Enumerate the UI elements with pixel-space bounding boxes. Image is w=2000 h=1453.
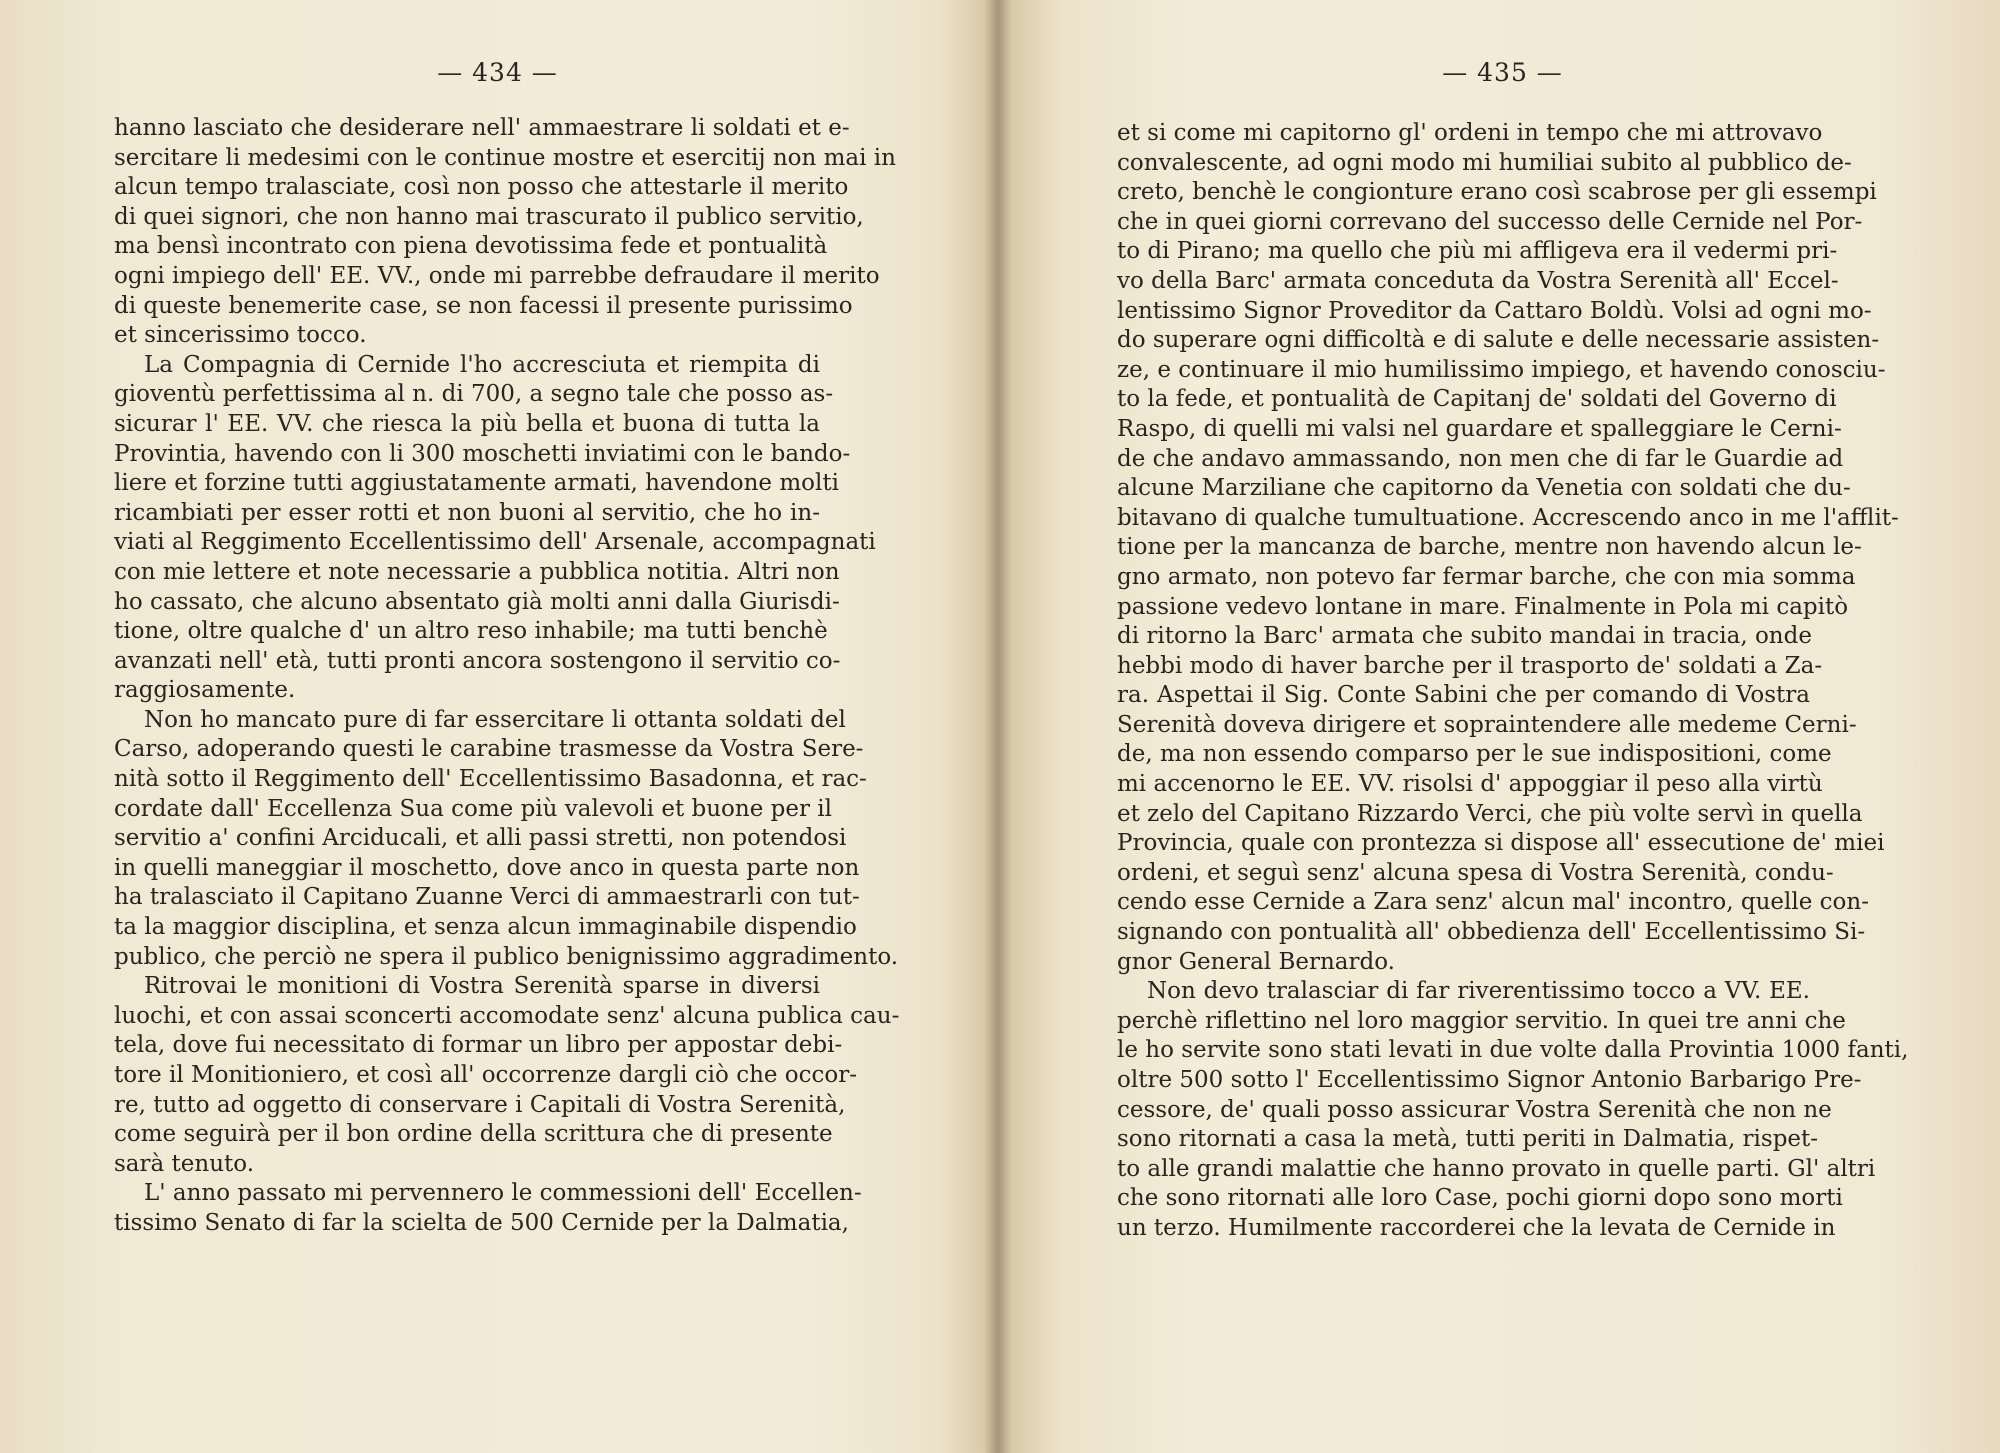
- text-line: re, tutto ad oggetto di conservare i Capitali di Vostra Serenità,: [114, 1091, 846, 1118]
- text-line: publico, che perciò ne spera il publico benignissimo aggradimento.: [114, 943, 899, 970]
- text-line: hebbi modo di haver barche per il trasporto de' soldati a Za-: [1117, 652, 1823, 679]
- left-page-text: [114, 114, 900, 1239]
- text-line: do superare ogni difficoltà e di salute e delle necessarie assisten-: [1117, 327, 1880, 354]
- text-line: alcune Marziliane che capitorno da Venetia con soldati che du-: [1117, 475, 1851, 502]
- text-line: gno armato, non potevo far fermar barche, che con mia somma: [1117, 563, 1856, 590]
- text-line: ogni impiego dell' EE. VV., onde mi parrebbe defraudare il merito: [114, 262, 880, 289]
- text-line: cordate dall' Eccellenza Sua come più valevoli et buone per il: [114, 795, 832, 822]
- text-line: viati al Reggimento Eccellentissimo dell' Arsenale, accompagnati: [114, 529, 876, 556]
- text-line: un terzo. Humilmente raccorderei che la levata de Cernide in: [1117, 1214, 1836, 1241]
- text-line: ordeni, et seguì senz' alcuna spesa di Vostra Serenità, condu-: [1117, 859, 1834, 886]
- text-line: to la fede, et pontualità de Capitanj de' soldati del Governo di: [1117, 386, 1837, 413]
- text-line: che in quei giorni correvano del successo delle Cernide nel Por-: [1117, 208, 1863, 235]
- text-line: to di Pirano; ma quello che più mi affligeva era il vedermi pri-: [1117, 238, 1838, 265]
- text-line: ze, e continuare il mio humilissimo impiego, et havendo conosciu-: [1117, 356, 1886, 383]
- text-line: tione, oltre qualche d' un altro reso inhabile; ma tutti benchè: [114, 618, 828, 645]
- page-number-right: — 435 —: [1442, 58, 1563, 87]
- text-line: ha tralasciato il Capitano Zuanne Verci di ammaestrarli con tut-: [114, 884, 860, 911]
- text-line: sono ritornati a casa la metà, tutti periti in Dalmatia, rispet-: [1117, 1126, 1819, 1153]
- text-line: Non devo tralasciar di far riverentissimo tocco a VV. EE.: [1147, 978, 1810, 1005]
- text-line: sercitare li medesimi con le continue mostre et esercitij non mai in: [114, 144, 896, 171]
- text-line: mi accenorno le EE. VV. risolsi d' appoggiar il peso alla virtù: [1117, 771, 1823, 798]
- text-line: di ritorno la Barc' armata che subito mandai in tracia, onde: [1117, 623, 1812, 650]
- text-line: L' anno passato mi pervennero le commessioni dell' Eccellen-: [144, 1180, 862, 1207]
- text-line: gnor General Bernardo.: [1117, 948, 1395, 975]
- text-line: et sincerissimo tocco.: [114, 322, 367, 349]
- right-page: [975, 0, 2000, 1453]
- text-line: ma bensì incontrato con piena devotissima fede et pontualità: [114, 233, 828, 260]
- text-line: raggiosamente.: [114, 677, 296, 704]
- text-line: tore il Monitioniero, et così all' occorrenze dargli ciò che occor-: [114, 1062, 858, 1088]
- text-line: Non ho mancato pure di far essercitare li ottanta soldati del: [144, 706, 846, 733]
- text-line: avanzati nell' età, tutti pronti ancora sostengono il servitio co-: [114, 647, 841, 674]
- text-line: La Compagnia di Cernide l'ho accresciuta et riempita di: [144, 351, 820, 378]
- text-line: come seguirà per il bon ordine della scrittura che di presente: [114, 1121, 833, 1148]
- text-line: de, ma non essendo comparso per le sue indispositioni, come: [1117, 741, 1832, 768]
- text-line: Provincia, quale con prontezza si dispose all' essecutione de' miei: [1117, 830, 1885, 857]
- text-line: Carso, adoperando questi le carabine trasmesse da Vostra Sere-: [114, 736, 864, 763]
- text-line: ricambiati per esser rotti et non buoni al servitio, che ho in-: [114, 499, 820, 526]
- text-line: bitavano di qualche tumultuatione. Accrescendo anco in me l'afflit-: [1117, 504, 1899, 531]
- text-line: vo della Barc' armata conceduta da Vostra Serenità all' Eccel-: [1117, 267, 1839, 294]
- text-line: signando con pontualità all' obbedienza dell' Eccellentissimo Si-: [1117, 919, 1866, 946]
- text-line: in quelli maneggiar il moschetto, dove anco in questa parte non: [114, 854, 860, 881]
- text-line: nità sotto il Reggimento dell' Eccellentissimo Basadonna, et rac-: [114, 766, 867, 793]
- text-line: di quei signori, che non hanno mai trascurato il publico servitio,: [114, 203, 864, 230]
- text-line: di queste benemerite case, se non facessi il presente purissimo: [114, 292, 853, 319]
- text-line: passione vedevo lontane in mare. Finalmente in Pola mi capitò: [1117, 593, 1849, 620]
- text-line: ra. Aspettai il Sig. Conte Sabini che per comando di Vostra: [1117, 682, 1810, 709]
- text-line: che sono ritornati alle loro Case, pochi giorni dopo sono morti: [1117, 1185, 1843, 1212]
- text-line: Provintia, havendo con li 300 moschetti inviatimi con le bando-: [114, 440, 851, 467]
- text-line: luochi, et con assai sconcerti accomodate senz' alcuna publica cau-: [114, 1002, 900, 1029]
- text-line: gioventù perfettissima al n. di 700, a segno tale che posso as-: [114, 381, 834, 408]
- text-line: le ho servite sono stati levati in due volte dalla Provintia 1000 fanti,: [1117, 1037, 1909, 1064]
- text-line: cessore, de' quali posso assicurar Vostra Serenità che non ne: [1117, 1096, 1832, 1123]
- text-line: perchè riflettino nel loro maggior servitio. In quei tre anni che: [1117, 1007, 1846, 1034]
- text-line: alcun tempo tralasciate, così non posso che attestarle il merito: [114, 174, 849, 201]
- text-line: de che andavo ammassando, non men che di far le Guardie ad: [1117, 445, 1844, 472]
- text-line: to alle grandi malattie che hanno provato in quelle parti. Gl' altri: [1117, 1155, 1876, 1182]
- text-line: tela, dove fui necessitato di formar un libro per appostar debi-: [114, 1032, 843, 1059]
- text-line: Serenità doveva dirigere et sopraintendere alle medeme Cerni-: [1117, 711, 1857, 738]
- text-line: oltre 500 sotto l' Eccellentissimo Signor Antonio Barbarigo Pre-: [1117, 1067, 1862, 1093]
- text-line: sicurar l' EE. VV. che riesca la più bella et buona di tutta la: [114, 410, 820, 437]
- text-line: servitio a' confini Arciducali, et alli passi stretti, non potendosi: [114, 825, 847, 852]
- text-line: con mie lettere et note necessarie a pubblica notitia. Altri non: [114, 558, 840, 585]
- text-line: ho cassato, che alcuno absentato già molti anni dalla Giurisdi-: [114, 588, 840, 615]
- text-line: cendo esse Cernide a Zara senz' alcun mal' incontro, quelle con-: [1117, 889, 1869, 916]
- text-line: tione per la mancanza de barche, mentre non havendo alcun le-: [1117, 534, 1862, 561]
- text-line: et zelo del Capitano Rizzardo Verci, che più volte servì in quella: [1117, 800, 1863, 827]
- text-line: hanno lasciato che desiderare nell' ammaestrare li soldati et e-: [114, 115, 850, 141]
- left-page: [0, 0, 975, 1453]
- right-page-text: [1117, 119, 1909, 1244]
- text-line: ta la maggior disciplina, et senza alcun immaginabile dispendio: [114, 914, 857, 941]
- text-line: tissimo Senato di far la scielta de 500 Cernide per la Dalmatia,: [114, 1209, 849, 1236]
- text-line: Ritrovai le monitioni di Vostra Serenità sparse in diversi: [144, 973, 820, 1000]
- text-line: liere et forzine tutti aggiustatamente armati, havendone molti: [114, 470, 839, 497]
- text-line: creto, benchè le congionture erano così scabrose per gli essempi: [1117, 179, 1877, 206]
- text-line: convalescente, ad ogni modo mi humiliai subito al pubblico de-: [1117, 149, 1852, 176]
- text-line: et si come mi capitorno gl' ordeni in tempo che mi attrovavo: [1117, 120, 1823, 146]
- text-line: sarà tenuto.: [114, 1150, 255, 1177]
- page-number-left: — 434 —: [437, 58, 558, 87]
- text-line: lentissimo Signor Proveditor da Cattaro Boldù. Volsi ad ogni mo-: [1117, 297, 1872, 324]
- text-line: Raspo, di quelli mi valsi nel guardare et spalleggiare le Cerni-: [1117, 415, 1842, 442]
